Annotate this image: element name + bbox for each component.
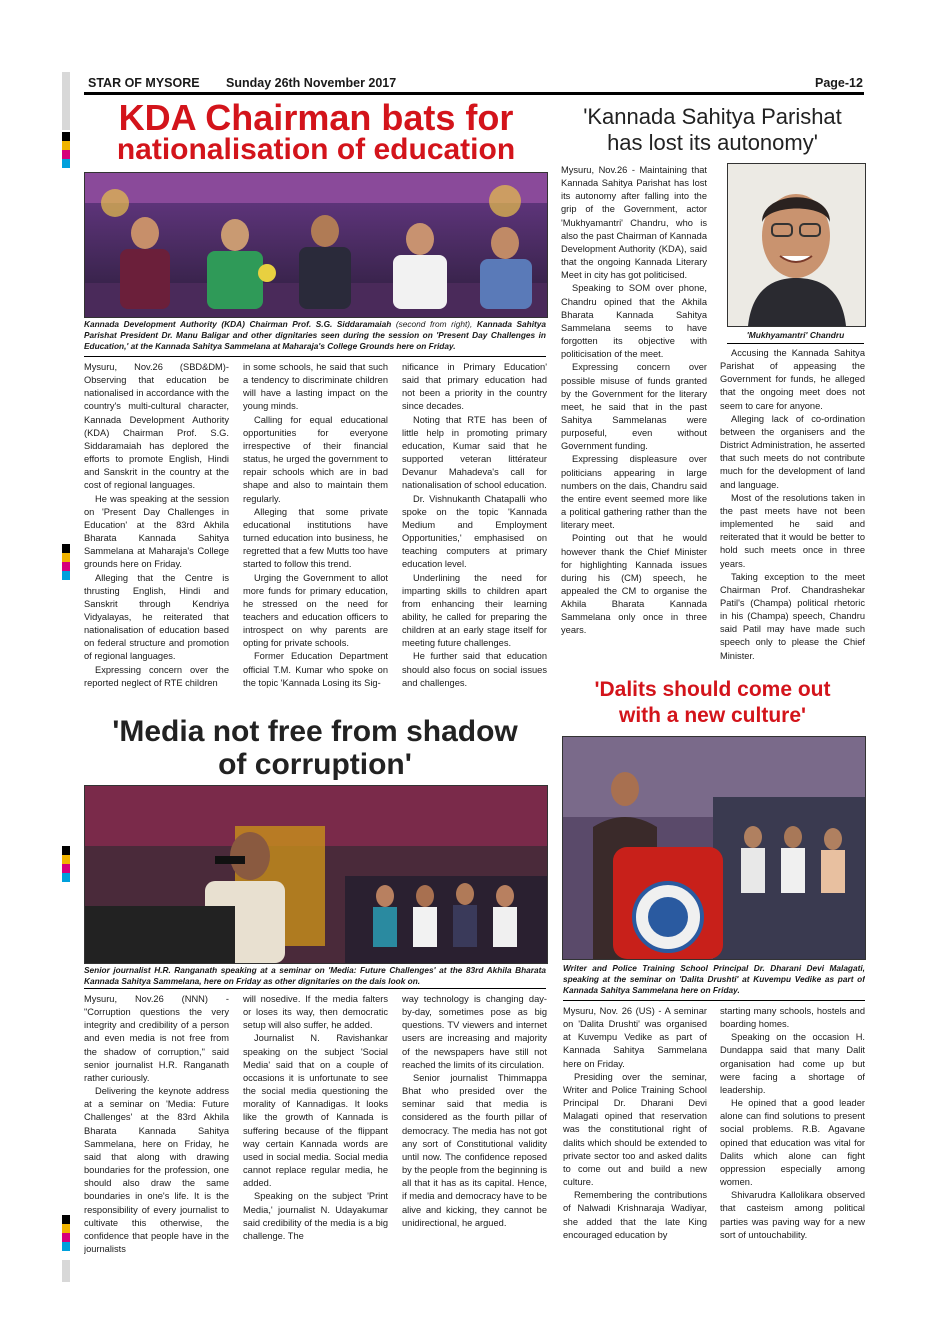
story2-portrait-caption: 'Mukhyamantri' Chandru	[746, 330, 845, 340]
story4-photo	[562, 736, 866, 960]
paragraph: Journalist N. Ravishankar speaking on the subject 'Social Media' said that on a couple of occasions it is unfortunate to see the social media questioning the morality of Kannadigas. It looks like the growth of Kannada is suffering because of the flippant way certain Kannada words are used in social media. Social media cannot replace regular media, he added.	[243, 1033, 388, 1189]
paragraph: will nosedive. If the media falters or loses its way, then democratic setup will also suffer, he added.	[243, 994, 388, 1031]
paragraph: Accusing the Kannada Sahitya Parishat of appeasing the Government for funds, he alleged that the ongoing meet does not seem to care for anyone.	[720, 348, 865, 411]
page-number: Page-12	[815, 76, 863, 90]
masthead: STAR OF MYSORE	[88, 76, 200, 90]
registration-marks-mid	[62, 544, 70, 580]
paragraph: Senior journalist Thimmappa Bhat who presided over the seminar said that media is considered as the fourth pillar of democracy. The media has not got any sort of Constitutional validity until now. The confidence reposed by the people from the beginning is all that it has as its capital. Hence, if media and democracy have to be alive and kicking, they cannot be unidirectional, he argued.	[402, 1072, 547, 1228]
story3-photo	[84, 785, 548, 964]
story2-portrait	[727, 163, 866, 327]
story4-headline-line2: with a new culture'	[618, 704, 807, 727]
story3-caption: Senior journalist H.R. Ranganath speaking at a seminar on 'Media: Future Challenges' at the 83rd Akhila Bharata Kannada Sahitya Sammelana, here on Friday as other dignitaries on the dais look on.	[84, 965, 546, 986]
paragraph: Calling for equal educational opportunities for everyone irrespective of their financial status, he urged the government to repair schools which are in bad shape and also to maintain them regularly.	[243, 414, 388, 504]
story3-headline-line2: of corruption'	[218, 748, 412, 781]
paragraph: Speaking on the subject 'Print Media,' journalist N. Udayakumar said credibility of the media is a big challenge. The	[243, 1191, 388, 1241]
story1-col2	[243, 361, 388, 709]
paragraph: nificance in Primary Education' said that primary education had not been a priority in the country since decades.	[402, 362, 547, 412]
paragraph: Shivarudra Kallolikara observed that casteism among political parties was paving way for a new sort of untouchability.	[720, 1190, 865, 1240]
registration-marks-top	[62, 132, 70, 168]
story3-col2	[243, 993, 388, 1263]
paragraph: Presiding over the seminar, Writer and Police Training School Principal Dr. Dharani Devi Malagati opined that reservation was the constitutional right of dalits which should be extended to private sector too and asked dalits to come out and build a new culture.	[563, 1071, 707, 1188]
story1-caption-rest: Kannada Sahitya Parishat President Dr. Manu Baligar and other dignitaries seen during the session on 'Present Day Challenges in Education,' at the Kannada Sahitya Sammelana at Maharaja's College Grounds here on Friday.	[84, 319, 546, 351]
story2-col2	[720, 347, 865, 672]
paragraph: Dr. Vishnukanth Chatapalli who spoke on the topic 'Kannada Medium and Employment Opportunities,' emphasised on teaching computers at primary education level.	[402, 493, 547, 570]
story2-headline-line2: has lost its autonomy'	[607, 130, 818, 155]
paragraph: Mysuru, Nov.26 - Maintaining that Kannada Sahitya Parishat has lost its autonomy after falling into the grip of the Government, actor 'Mukhyamantri' Chandru, who is also the past Chairman of Kannada Development Authority (KDA), said that the ongoing Kannada Literary Meet in city has got politicised.	[561, 165, 707, 281]
paragraph: Alleging that the Centre is thrusting English, Hindi and Sanskrit through Kendriya Vidyalayas, he reiterated that nationalisation of education based on federal structure and promotion of regional languages.	[84, 572, 229, 662]
story4-col1	[563, 1005, 707, 1263]
story1-col3	[402, 361, 547, 709]
story1-caption	[84, 319, 546, 352]
story3-caption-rule	[84, 988, 546, 989]
story1-headline-line2: nationalisation of education	[116, 133, 516, 166]
story2-col1	[561, 164, 707, 672]
paragraph: Mysuru, Nov.26 (SBD&DM)- Observing that education be nationalised in accordance with the country's multi-cultural character, Kannada Development Authority (KDA) Chairman Prof. S.G. Siddaramaiah has deplored the efforts to promote English, Hindi and Sanskrit in the country at the cost of regional languages.	[84, 362, 229, 491]
story4-caption-rule	[563, 1000, 865, 1001]
gutter-shade-2	[62, 1260, 70, 1282]
story4-headline-line1: 'Dalits should come out	[594, 678, 831, 701]
story4-caption: Writer and Police Training School Principal Dr. Dharani Devi Malagati, speaking at the seminar on 'Dalita Drushti' at Kuvempu Vedike as part of Kannada Sahitya Sammelana here on Friday.	[563, 963, 865, 995]
paragraph: way technology is changing day-by-day, sometimes pose as big questions. TV viewers and internet users are increasing and majority of the newspapers have still not reached the limits of its circulation.	[402, 994, 547, 1070]
paragraph: Taking exception to the meet Chairman Prof. Chandrashekar Patil's (Champa) political rhetoric in his (Champa) speech, Chandru said Patil may have made such speech only to please the Chief Minister.	[720, 571, 865, 661]
paragraph: Expressing displeasure over politicians appearing in large numbers on the dais, Chandru said the entire event seemed more like a political gathering rather than the literary meet.	[561, 454, 707, 531]
paragraph: Alleging lack of co-ordination between the organisers and the District Administration, he asserted that such meets do not contribute much for the development of land and language.	[720, 413, 865, 490]
story3-headline-line1: 'Media not free from shadow	[112, 715, 518, 748]
paragraph: Underlining the need for imparting skills to children apart from enhancing their learning ability, he called for preparing the children at an early stage itself for meeting future challenges.	[402, 572, 547, 649]
paragraph: Mysuru, Nov.26 (NNN) - "Corruption questions the very integrity and credibility of a person and even media is not free from the shadow of corruption," said senior journalist H.R. Ranganath rather curiously.	[84, 994, 229, 1083]
paragraph: starting many schools, hostels and boarding homes.	[720, 1006, 865, 1030]
header-rule	[84, 92, 864, 95]
paragraph: Speaking to SOM over phone, Chandru opined that the Akhila Bharata Kannada Sahitya Sammelana seems to have forgotten its objective with politicisation of the meet.	[561, 283, 707, 360]
paragraph: Most of the resolutions taken in the past meets have not been implemented he said and reiterated that it would be better to hold such meets once in three years.	[720, 492, 865, 569]
paragraph: Expressing concern over the reported neglect of RTE children	[84, 664, 229, 688]
story1-col1	[84, 361, 229, 709]
issue-date: Sunday 26th November 2017	[226, 76, 397, 90]
paragraph: Pointing out that he would however thank the Chief Minister for highlighting Kannada issues during his (CM) speech, he appealed the CM to organise the Akhila Bharata Kannada Sammelana only once in three years.	[561, 533, 707, 636]
story1-headline-line1: KDA Chairman bats for	[118, 97, 514, 138]
registration-marks-low	[62, 846, 70, 882]
paragraph: Urging the Government to allot more funds for primary education, he stressed on the need for teachers and education officers to introspect on why parents are opting for private schools.	[243, 572, 388, 649]
paragraph: Noting that RTE has been of little help in promoting primary education, Kumar said that he supported veteran littérateur Devanur Mahadeva's call for nationalisation of school education.	[402, 414, 547, 491]
story1-caption-note: (second from right),	[395, 319, 473, 329]
paragraph: He further said that education should also focus on social issues and challenges.	[402, 651, 547, 688]
story3-col3	[402, 993, 547, 1263]
paragraph: He was speaking at the session on 'Present Day Challenges in Education' at the 83rd Akhila Bharata Kannada Sahitya Sammelana at Maharaja's College grounds here on Friday.	[84, 493, 229, 570]
story1-caption-lead: Kannada Development Authority (KDA) Chairman Prof. S.G. Siddaramaiah	[84, 319, 392, 329]
paragraph: Expressing concern over possible misuse of funds granted by the Government for the literary meet, he said that in the past Sahitya Sammelanas were purposeful, even without Government funding.	[561, 362, 707, 452]
story1-caption-rule	[84, 356, 546, 357]
paragraph: Delivering the keynote address at a seminar on 'Media: Future Challenges' at the 83rd Akhila Bharata Kannada Sahitya Sammelana, here on Friday, he said that along with drawing boundaries for the profession, one should also draw the same boundaries in one's life. It is the responsibility of every journalist to cultivate this otherwise, the confidence that people have in the journalists	[84, 1086, 229, 1254]
paragraph: He opined that a good leader alone can find solutions to present social problems. R.B. Agavane opined that education was vital for Dalits which alone can fight oppression especially among women.	[720, 1098, 865, 1188]
story2-headline-line1: 'Kannada Sahitya Parishat	[583, 104, 842, 129]
story3-col1	[84, 993, 229, 1263]
story4-col2	[720, 1005, 865, 1263]
story2-caption-rule	[727, 343, 864, 344]
registration-marks-bottom	[62, 1215, 70, 1251]
paragraph: Remembering the contributions of Nalwadi Krishnaraja Wadiyar, she added that the late King encouraged education by	[563, 1190, 707, 1240]
gutter-shade	[62, 72, 70, 130]
paragraph: Speaking on the occasion H. Dundappa said that many Dalit organisation had come up but were facing a shortage of leadership.	[720, 1032, 865, 1095]
story1-photo	[84, 172, 548, 318]
paragraph: Mysuru, Nov. 26 (US) - A seminar on 'Dalita Drushti' was organised at Kuvempu Vedike as part of Kannada Sahitya Sammelana here on Friday.	[563, 1006, 707, 1069]
paragraph: Former Education Department official T.M. Kumar who spoke on the topic 'Kannada Losing its Sig-	[243, 651, 388, 688]
paragraph: Alleging that some private educational institutions have turned education into business, he regretted that a few Mutts too have started to follow this trend.	[243, 506, 388, 570]
paragraph: in some schools, he said that such a tendency to discriminate children will have a lasting impact on the young minds.	[243, 362, 388, 412]
